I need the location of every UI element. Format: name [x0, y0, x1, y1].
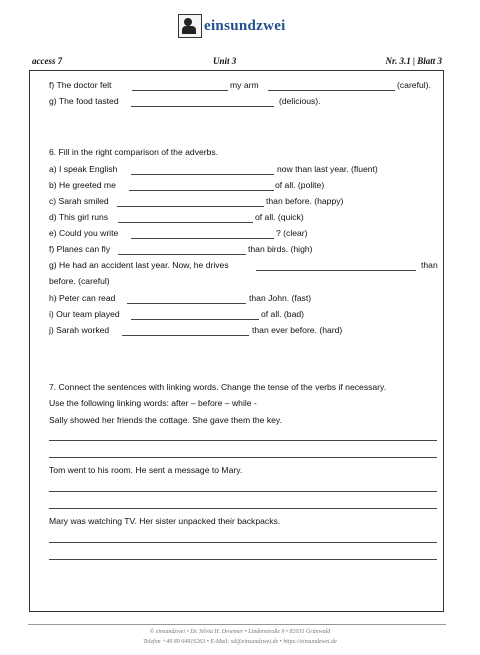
header-sheet-number: Nr. 3.1 | Blatt 3: [385, 56, 442, 66]
answer-blank[interactable]: [118, 222, 253, 223]
answer-blank[interactable]: [118, 254, 246, 255]
answer-line[interactable]: [49, 440, 437, 441]
answer-line[interactable]: [49, 542, 437, 543]
answer-blank[interactable]: [131, 319, 259, 320]
answer-blank[interactable]: [268, 90, 395, 91]
ex6-h-hint: than John. (fast): [249, 293, 312, 303]
answer-blank[interactable]: [256, 270, 416, 271]
footer-divider: [28, 624, 446, 625]
exercise-7-title: 7. Connect the sentences with linking words. Change the tense of the verbs if necessary.: [49, 382, 387, 392]
ex6-g-text: g) He had an accident last year. Now, he drives: [49, 260, 229, 270]
ex6-a-hint: now than last year. (fluent): [277, 164, 378, 174]
footer-line-2: Telefon +49 89 64916263 • E-Mail: sd@einsundzwei.de • https://einsundzwei.de: [143, 639, 337, 645]
logo-icon: [178, 14, 202, 38]
item-f-text: f) The doctor felt: [49, 80, 112, 90]
ex6-i-text: i) Our team played: [49, 309, 120, 319]
answer-blank[interactable]: [122, 335, 249, 336]
answer-blank[interactable]: [131, 106, 274, 107]
ex6-b-text: b) He greeted me: [49, 180, 116, 190]
ex6-e-text: e) Could you write: [49, 228, 119, 238]
answer-blank[interactable]: [131, 238, 274, 239]
ex6-d-text: d) This girl runs: [49, 212, 109, 222]
item-f-hint: (careful).: [397, 80, 431, 90]
ex6-j-hint: than ever before. (hard): [252, 325, 343, 335]
ex6-f-hint: than birds. (high): [248, 244, 313, 254]
answer-blank[interactable]: [127, 303, 246, 304]
item-g-hint: (delicious).: [279, 96, 321, 106]
ex7-sentence-1: Sally showed her friends the cottage. She gave them the key.: [49, 415, 282, 425]
answer-blank[interactable]: [129, 190, 274, 191]
exercise-7-hint: Use the following linking words: after – before – while -: [49, 398, 257, 408]
ex6-h-text: h) Peter can read: [49, 293, 116, 303]
ex6-b-hint: of all. (polite): [275, 180, 325, 190]
footer-line-1: © einsundzwei • Dr. Silvia H. Droemer • Lindenstraße 9 • 82031 Grünwald: [149, 629, 331, 635]
ex6-c-hint: than before. (happy): [266, 196, 344, 206]
ex6-j-text: j) Sarah worked: [49, 325, 110, 335]
ex7-sentence-3: Mary was watching TV. Her sister unpacked their backpacks.: [49, 516, 281, 526]
answer-blank[interactable]: [131, 174, 274, 175]
worksheet-header: [28, 56, 446, 70]
logo: [178, 14, 286, 38]
header-unit: Unit 3: [213, 56, 237, 66]
answer-blank[interactable]: [117, 206, 264, 207]
ex6-i-hint: of all. (bad): [261, 309, 304, 319]
ex6-e-hint: ? (clear): [276, 228, 308, 238]
ex6-f-text: f) Planes can fly: [49, 244, 111, 254]
ex6-d-hint: of all. (quick): [255, 212, 304, 222]
ex6-c-text: c) Sarah smiled: [49, 196, 109, 206]
exercise-6-title: 6. Fill in the right comparison of the adverbs.: [49, 147, 219, 157]
answer-line[interactable]: [49, 457, 437, 458]
ex6-a-text: a) I speak English: [49, 164, 118, 174]
item-f-text-2: my arm: [230, 80, 259, 90]
ex7-sentence-2: Tom went to his room. He sent a message to Mary.: [49, 465, 243, 475]
item-g-text: g) The food tasted: [49, 96, 119, 106]
logo-text: einsundzwei: [204, 17, 286, 34]
answer-line[interactable]: [49, 491, 437, 492]
answer-line[interactable]: [49, 559, 437, 560]
ex6-g-hint-2: before. (careful): [49, 276, 110, 286]
ex6-g-hint: than: [421, 260, 438, 270]
answer-line[interactable]: [49, 508, 437, 509]
answer-blank[interactable]: [132, 90, 228, 91]
header-book: access 7: [32, 56, 63, 66]
